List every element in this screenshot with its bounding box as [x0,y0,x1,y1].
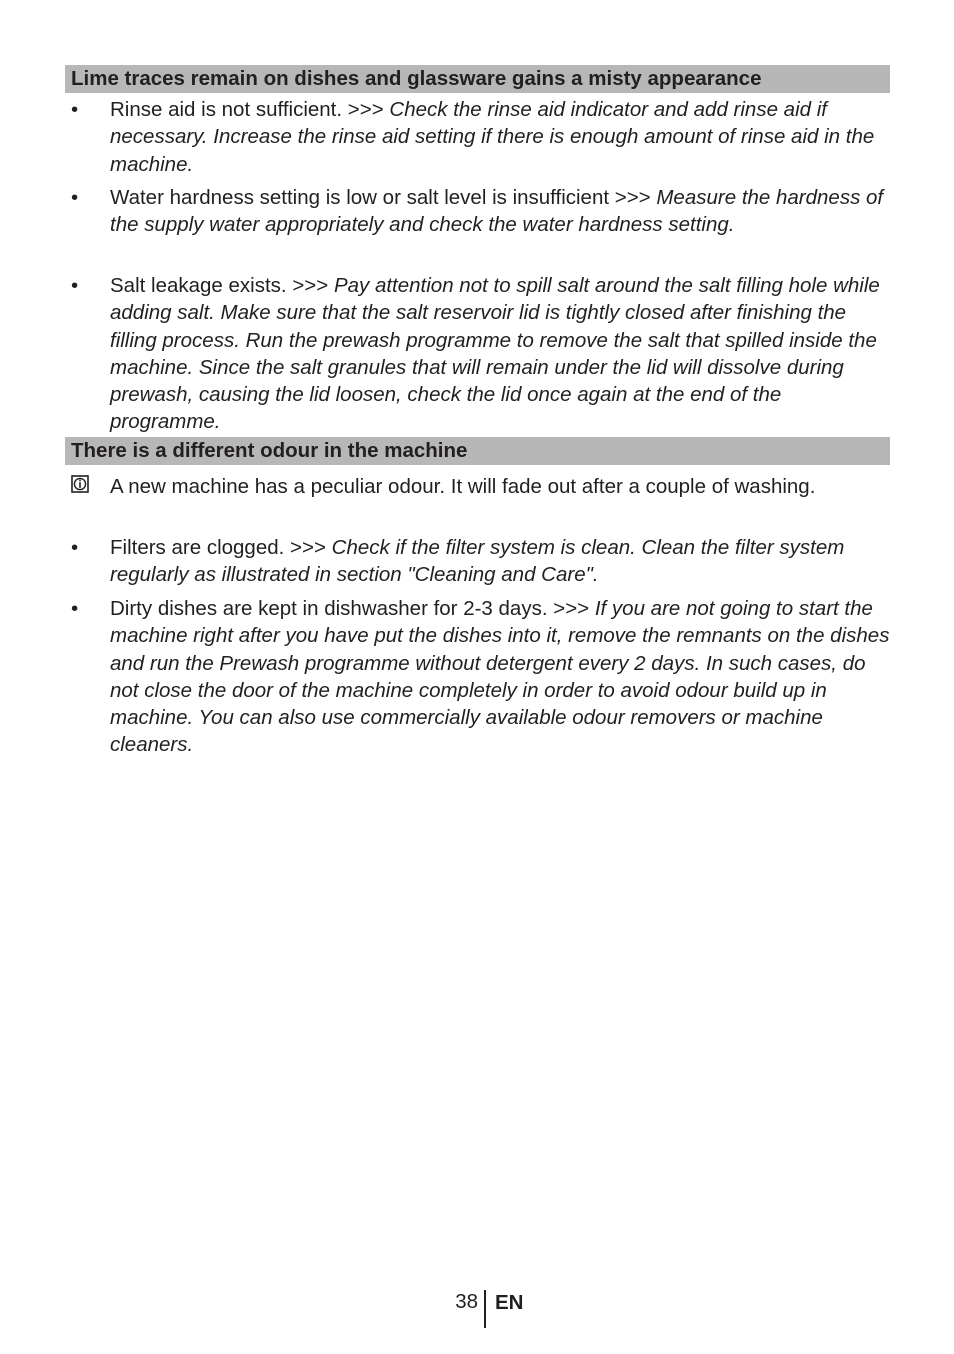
language-code: EN [495,1291,524,1314]
item-text [110,534,890,589]
page-footer [0,1290,954,1330]
item-text [110,96,890,178]
remedy-text: Check if the filter system is clean. Clean the filter system regularly as illustrated in section "Cleaning and Care". [110,536,845,587]
remedy-text: If you are not going to start the machine right after you have put the dishes into it, remove the remnants on the dishes and run the Prewash programme without detergent every 2 days. In such cases, do not close the door of the machine completely in order to avoid odour build up in machine. You can also use commercially available odour removers or machine cleaners. [110,597,890,757]
bullet: • [71,274,79,297]
list-item-salt-leakage [65,272,890,436]
bullet: • [71,98,79,121]
cause-text: Rinse aid is not sufficient. >>> [110,98,390,121]
list-item-water-hardness [65,184,890,239]
item-text [110,473,890,500]
bullet: • [71,536,79,559]
info-icon [71,475,89,493]
cause-text: Dirty dishes are kept in dishwasher for 2-3 days. >>> [110,597,595,620]
cause-text: Salt leakage exists. >>> [110,274,334,297]
cause-text: Filters are clogged. >>> [110,536,332,559]
footer-divider [484,1290,486,1328]
item-text [110,595,890,759]
item-text [110,184,890,239]
section-header-odour: There is a different odour in the machine [65,437,890,465]
remedy-text: Measure the hardness of the supply water appropriately and check the water hardness setting. [110,186,884,237]
bullet: • [71,597,79,620]
list-item-rinse-aid [65,96,890,178]
list-item-filters-clogged [65,534,890,589]
item-text [110,272,890,436]
cause-text: Water hardness setting is low or salt level is insufficient >>> [110,186,657,209]
list-item-dirty-dishes [65,595,890,759]
page-number: 38 [455,1290,478,1313]
remedy-text: Pay attention not to spill salt around the salt filling hole while adding salt. Make sure that the salt reservoir lid is tightly closed after finishing the filling process. Run the prewash programme to remove the salt that spilled inside the machine. Since the salt granules that will remain under the lid will dissolve during prewash, causing the lid loosen, check the lid once again at the end of the programme. [110,274,880,434]
list-item-new-machine-odour [65,473,890,500]
cause-text: A new machine has a peculiar odour. It will fade out after a couple of washing. [110,475,816,498]
remedy-text: Check the rinse aid indicator and add rinse aid if necessary. Increase the rinse aid setting if there is enough amount of rinse aid in the machine. [110,98,875,176]
bullet: • [71,186,79,209]
section-header-lime-traces: Lime traces remain on dishes and glassware gains a misty appearance [65,65,890,93]
